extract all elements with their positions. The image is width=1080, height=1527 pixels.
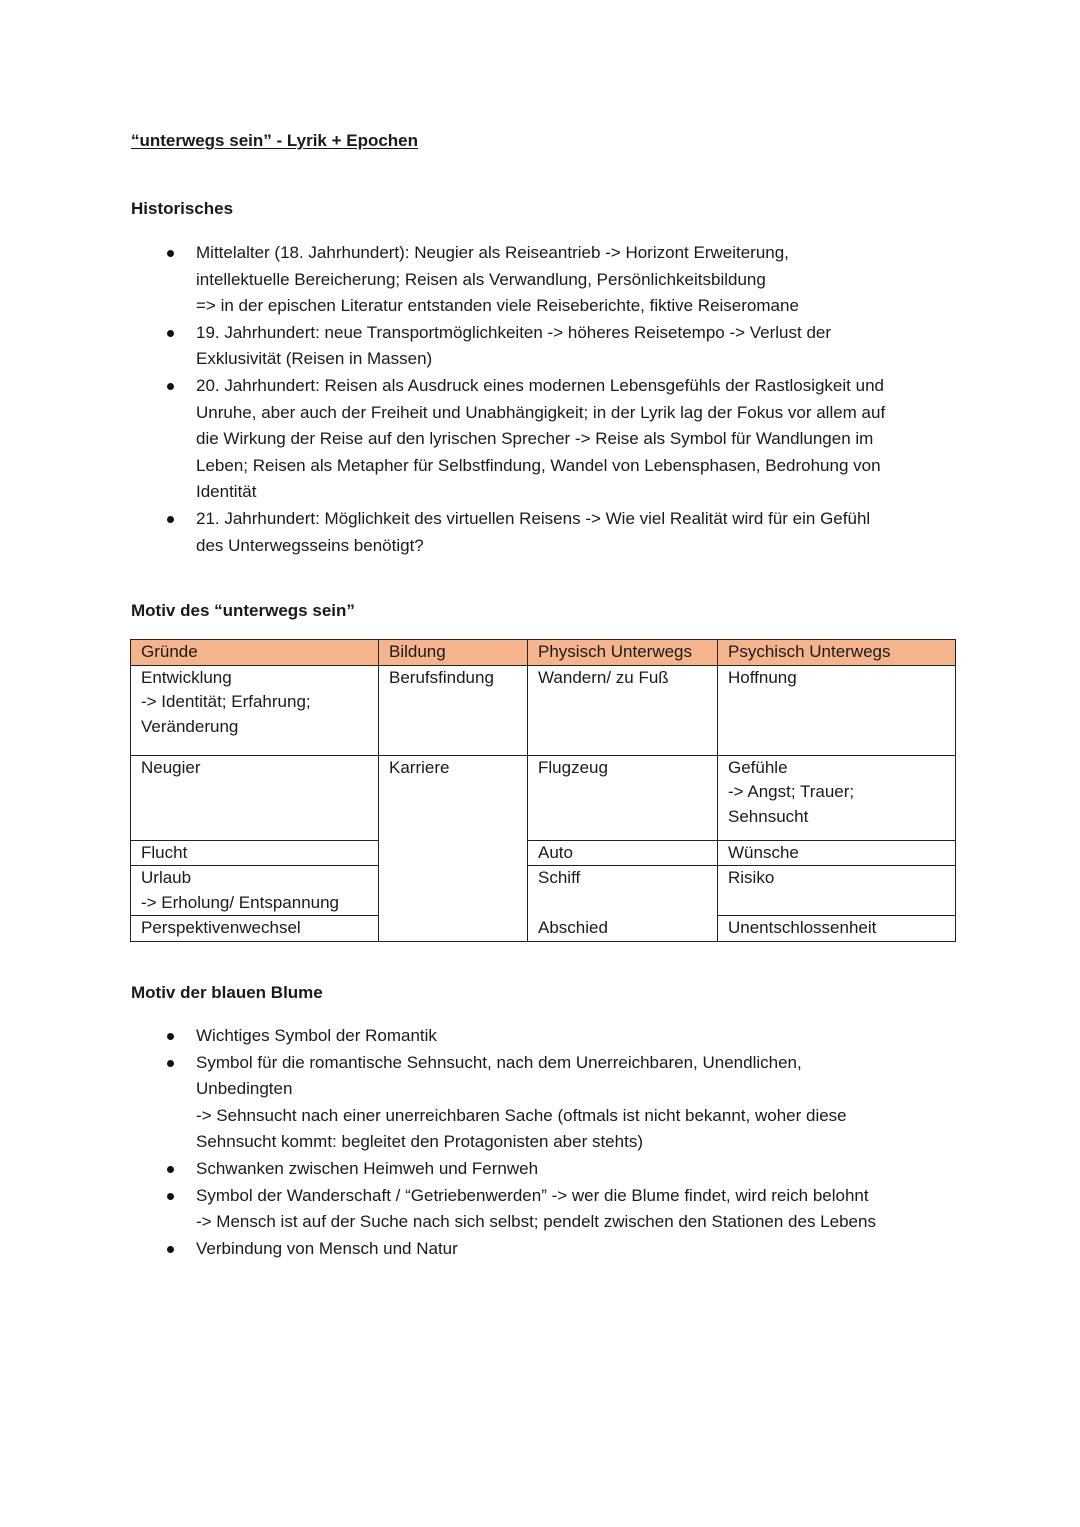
text-line: -> Sehnsucht nach einer unerreichbaren Sache (oftmals ist nicht bekannt, woher diese (196, 1105, 847, 1125)
text-line: die Wirkung der Reise auf den lyrischen Sprecher -> Reise als Symbol für Wandlungen im (196, 429, 874, 449)
page-title: “unterwegs sein” - Lyrik + Epochen (131, 131, 419, 150)
text-line: Wichtiges Symbol der Romantik (196, 1026, 437, 1045)
table-cell (131, 866, 379, 916)
list-item (131, 1156, 951, 1183)
table-row (131, 840, 956, 866)
table-header-cell: Psychisch Unterwegs (718, 640, 956, 666)
cell-line: Veränderung (141, 716, 239, 736)
table-cell: Abschied (528, 916, 718, 942)
table-cell: Perspektivenwechsel (131, 916, 379, 942)
table-header-row (131, 640, 956, 666)
table-cell: Risiko (718, 866, 956, 916)
table-cell (131, 665, 379, 755)
text-line: Exklusivität (Reisen in Massen) (196, 349, 433, 369)
cell-line: Urlaub (141, 868, 192, 887)
list-item (131, 240, 951, 320)
text-line: Sehnsucht kommt: begleitet den Protagonisten aber stehts) (196, 1132, 643, 1152)
text-line: intellektuelle Bereicherung; Reisen als Verwandlung, Persönlichkeitsbildung (196, 269, 766, 289)
table-cell: Schiff (528, 866, 718, 916)
table-cell (718, 755, 956, 840)
list-item (131, 320, 951, 373)
table-row (131, 916, 956, 942)
section-heading-motiv-unterwegs: Motiv des “unterwegs sein” (131, 601, 355, 620)
text-line: Verbindung von Mensch und Natur (196, 1238, 458, 1258)
table-cell: Flucht (131, 840, 379, 866)
list-item (131, 1183, 951, 1236)
table-cell: Berufsfindung (379, 665, 528, 755)
historisches-list (131, 240, 951, 559)
text-line: Unbedingten (196, 1079, 293, 1099)
motiv-table (130, 639, 956, 942)
cell-line: Gefühle (728, 757, 788, 777)
text-line: 20. Jahrhundert: Reisen als Ausdruck eines modernen Lebensgefühls der Rastlosigkeit und (196, 375, 884, 395)
cell-line: Entwicklung (141, 667, 232, 687)
text-line: Identität (196, 482, 257, 502)
section-heading-historisches: Historisches (131, 199, 234, 218)
cell-line: -> Identität; Erfahrung; (141, 692, 311, 711)
list-item (131, 506, 951, 559)
table-cell: Karriere (379, 755, 528, 941)
section-heading-blaue-blume: Motiv der blauen Blume (131, 983, 323, 1002)
text-line: => in der epischen Literatur entstanden viele Reiseberichte, fiktive Reiseromane (196, 296, 799, 316)
table-cell: Wünsche (718, 840, 956, 866)
table-header-cell: Physisch Unterwegs (528, 640, 718, 666)
table-cell: Auto (528, 840, 718, 866)
cell-line: Sehnsucht (728, 806, 809, 826)
text-line: Unruhe, aber auch der Freiheit und Unabhängigkeit; in der Lyrik lag der Fokus vor allem auf (196, 402, 886, 422)
table-row (131, 665, 956, 755)
table-header-cell: Gründe (131, 640, 379, 666)
text-line: 19. Jahrhundert: neue Transportmöglichkeiten -> höheres Reisetempo -> Verlust der (196, 322, 832, 342)
table-header-cell: Bildung (379, 640, 528, 666)
table-cell: Wandern/ zu Fuß (528, 665, 718, 755)
list-item (131, 1050, 951, 1156)
blaue-blume-list (131, 1023, 951, 1262)
table-cell: Flugzeug (528, 755, 718, 840)
table-row (131, 755, 956, 840)
cell-line: -> Erholung/ Entspannung (141, 892, 340, 912)
text-line: -> Mensch ist auf der Suche nach sich selbst; pendelt zwischen den Stationen des Lebens (196, 1212, 876, 1232)
text-line: Leben; Reisen als Metapher für Selbstfindung, Wandel von Lebensphasen, Bedrohung von (196, 455, 881, 475)
list-item (131, 1023, 951, 1050)
text-line: des Unterwegsseins benötigt? (196, 535, 424, 555)
list-item (131, 373, 951, 506)
text-line: 21. Jahrhundert: Möglichkeit des virtuellen Reisens -> Wie viel Realität wird für ein Gefühl (196, 508, 871, 528)
text-line: Schwanken zwischen Heimweh und Fernweh (196, 1158, 539, 1178)
text-line: Symbol der Wanderschaft / “Getriebenwerden” -> wer die Blume findet, wird reich belohnt (196, 1185, 869, 1205)
text-line: Mittelalter (18. Jahrhundert): Neugier als Reiseantrieb -> Horizont Erweiterung, (196, 243, 789, 262)
table-row (131, 866, 956, 916)
list-item (131, 1236, 951, 1263)
table-cell: Hoffnung (718, 665, 956, 755)
table-cell: Unentschlossenheit (718, 916, 956, 942)
table-cell: Neugier (131, 755, 379, 840)
text-line: Symbol für die romantische Sehnsucht, nach dem Unerreichbaren, Unendlichen, (196, 1052, 802, 1072)
cell-line: -> Angst; Trauer; (728, 782, 855, 801)
